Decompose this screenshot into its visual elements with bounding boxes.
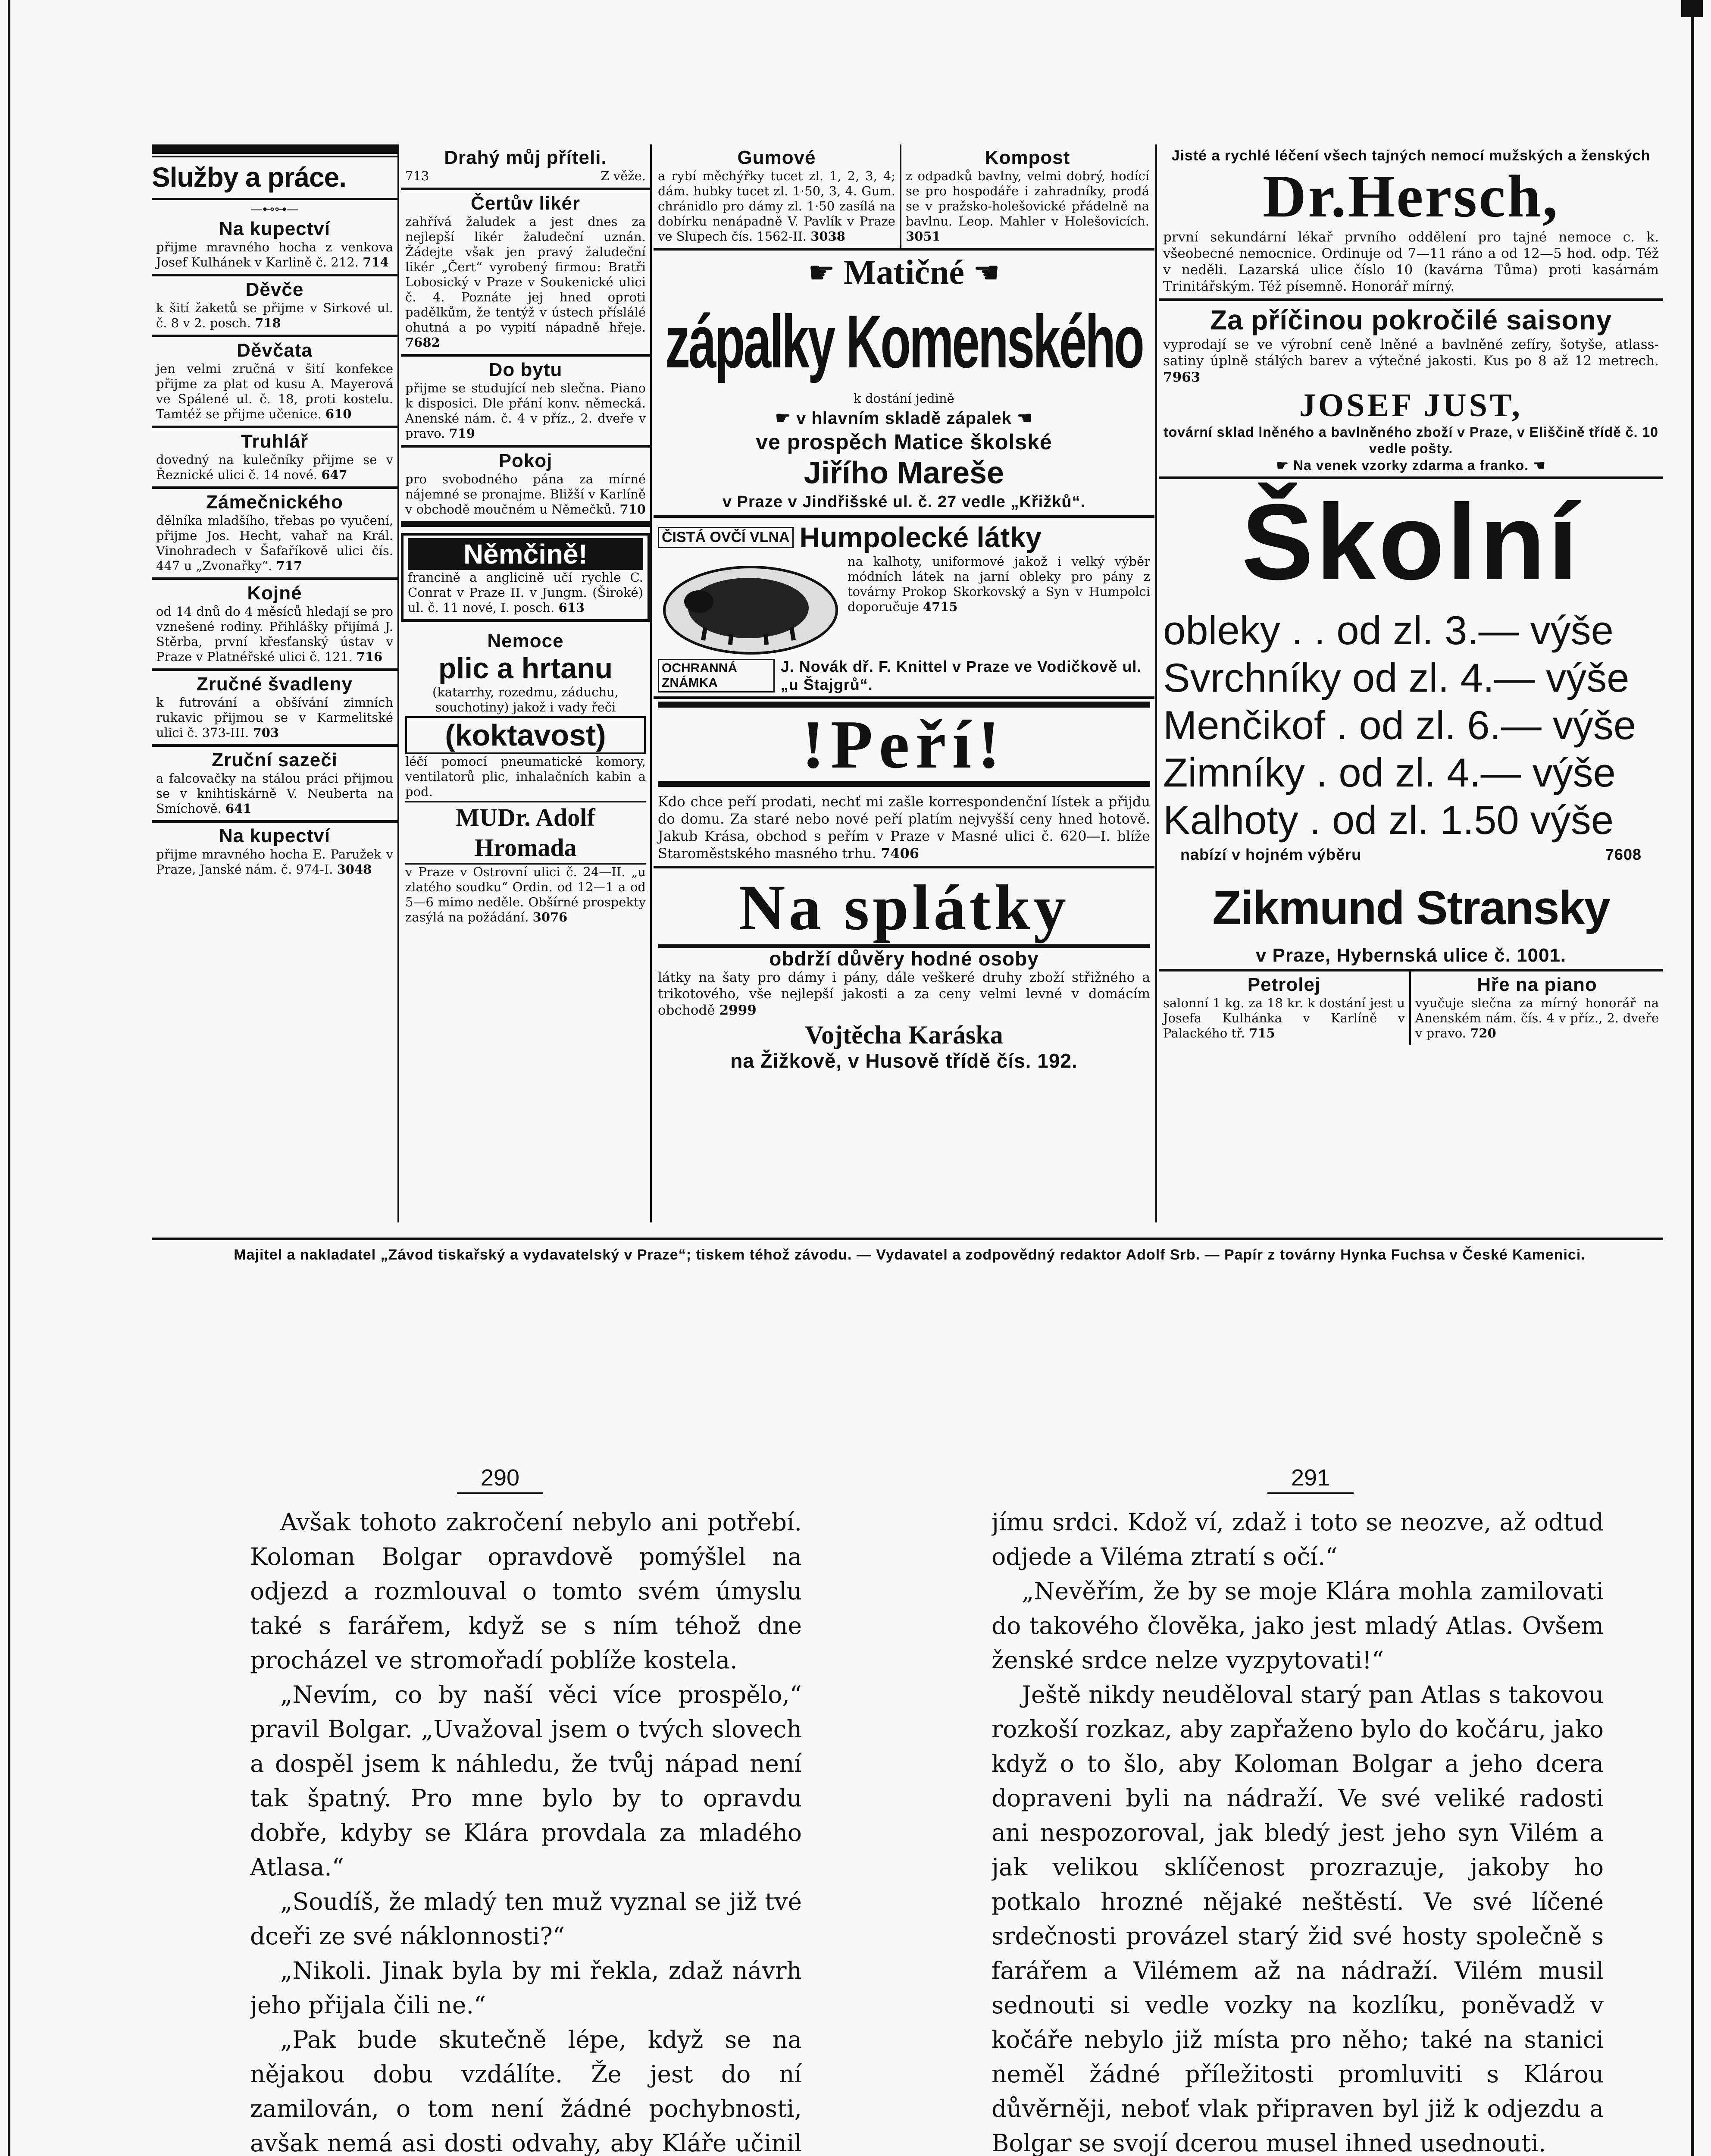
ad-number: 3038 xyxy=(810,229,845,244)
ad-body: pro svobodného pána za mírné nájemné se pronajme. Bližší v Karlíně v obchodě moučném u Němečků. xyxy=(405,472,646,517)
paragraph: „Nikoli. Jinak byla by mi řekla, zdaž návrh jeho přijala čili ne.“ xyxy=(250,1957,802,2019)
ad-number: 7406 xyxy=(880,845,919,862)
item-from: . . od xyxy=(1291,608,1382,653)
ad-heading-large: plic a hrtanu xyxy=(438,652,613,685)
title-rule xyxy=(152,198,397,200)
ad-text xyxy=(1163,996,1405,1041)
item-name: Menčikof xyxy=(1163,702,1326,748)
classified-ad xyxy=(401,144,650,190)
ad-number: 3076 xyxy=(532,910,568,924)
ad-subheading: obdrží důvěry hodné osoby xyxy=(769,947,1039,970)
classified-ad xyxy=(401,628,650,929)
ad-body: Kdo chce peří prodati, nechť mi zašle korrespondenční lístek a přijdu do domu. Za staré nebo nové peří platím nejvyšší ceny hned hotově. Jakub Krása, obchod s peřím v Praze v Masné ulici č. 620—I. blíže Staroměstského masného trhu. xyxy=(658,793,1150,862)
classified-ad xyxy=(901,144,1154,248)
ad-number: 7963 xyxy=(1163,370,1201,385)
classifieds-column-1 xyxy=(152,144,397,1222)
imprint: Majitel a nakladatel „Závod tiskařský a vydavatelský v Praze“; tiskem téhož závodu. — Vydavatel a zodpovědný redaktor Adolf Srb. — Papír z továrny Hynka Fuchsa v České Kamenici. xyxy=(234,1247,1586,1263)
classified-ad xyxy=(152,337,397,428)
price-row xyxy=(1163,607,1659,654)
ad-body: vyučuje slečna za mírný honorář na Anenském nám. čís. 4 v příz., 2. dveře v pravo. xyxy=(1415,996,1659,1040)
item-from: od xyxy=(1352,655,1398,700)
ad-number: 647 xyxy=(321,467,347,482)
wool-ad xyxy=(654,518,1154,699)
ad-body: zahřívá žaludek a jest dnes za nejlepší likér žaludeční uznán. Žádejte však jen pravý žaludeční likér „Čert“ vyrobený firmou: Bratři Lobosický v Praze v Soukenické ulici č. 4. Poznáte jej hned oproti padělkům, že tentýž v ústech příslálé ohutná a po vypití nápadně hřeje. xyxy=(405,214,646,335)
ad-body: z odpadků bavlny, velmi dobrý, hodící se pro hospodáře i zahradníky, prodá se v pražsko-holešovické přádelně na bavlnu. Leop. Mahler v Holešovicích. xyxy=(906,169,1149,229)
item-price: zl. 4.— výše xyxy=(1395,750,1616,795)
ad-text xyxy=(156,361,393,422)
classified-ad xyxy=(152,216,397,276)
price-row xyxy=(1163,654,1659,702)
ad-text xyxy=(658,169,895,244)
ad-heading: Petrolej xyxy=(1247,974,1321,995)
page-frame-top xyxy=(1681,0,1703,17)
ad-text xyxy=(156,301,393,331)
classified-ad xyxy=(152,276,397,337)
pointing-hand-row xyxy=(658,253,1150,292)
feathers-ad xyxy=(654,699,1154,868)
ad-text xyxy=(906,169,1149,244)
ad-heading-large: !Peří! xyxy=(658,702,1150,787)
page-frame-right xyxy=(1691,0,1694,2156)
ad-heading: Zručné švadleny xyxy=(196,674,353,695)
item-price: zl. 3.— výše xyxy=(1393,608,1614,653)
classified-ad xyxy=(401,448,650,527)
ad-heading-large: Školní xyxy=(1241,482,1581,602)
ad-number: 716 xyxy=(356,649,383,664)
ad-heading: Pokoj xyxy=(498,450,553,471)
ad-number: 2999 xyxy=(719,1003,757,1018)
ad-body: a falcovačky na stálou práci přijmou se v knihtiskárně V. Neuberta na Smíchově. xyxy=(156,771,393,816)
item-name: Svrchníky xyxy=(1163,655,1341,700)
ad-number: 3048 xyxy=(337,862,372,877)
ad-body: dělníka mladšího, třebas po vyučení, přijme Jos. Hecht, vahař na Král. Vinohradech v Šafaříkově ulici čís. 447 u „Zvonařky“. xyxy=(156,513,393,573)
ad-heading: Hře na piano xyxy=(1477,974,1597,995)
paragraph: „Nevím, co by naší věci více prospělo,“ pravil Bolgar. „Uvažoval jsem o tvých slovech a dospěl jsem k náhledu, že tvůj nápad není tak špatný. Pro mne bylo by to opravdu dobře, kdyby se Klára provdala za mladého Atlasa.“ xyxy=(250,1681,802,1881)
ad-text xyxy=(658,793,1150,862)
ad-heading-large: (koktavost) xyxy=(405,716,646,754)
ad-heading-large: MUDr. Adolf Hromada xyxy=(405,801,646,865)
ad-note xyxy=(1163,457,1659,474)
classifieds-column-2 xyxy=(401,144,650,1222)
ad-number: 610 xyxy=(325,407,352,421)
trademark-label: ČISTÁ OVČÍ VLNA xyxy=(658,527,794,548)
installments-ad xyxy=(654,868,1154,1074)
classified-ad xyxy=(152,580,397,671)
ad-number: 713 xyxy=(405,169,429,183)
classified-ad xyxy=(152,671,397,747)
ad-number: 3051 xyxy=(906,229,941,244)
ad-heading: Zruční sazeči xyxy=(212,749,338,771)
column-divider xyxy=(397,144,399,1222)
ad-text xyxy=(1163,336,1659,385)
ad-address: tovární sklad lněného a bavlněného zboží v Praze, v Eliščině třídě č. 10 vedle pošty. xyxy=(1164,424,1658,456)
wool-header xyxy=(658,520,1150,554)
ad-address: na Žižkově, v Husově třídě čís. 192. xyxy=(730,1050,1078,1072)
classified-ad xyxy=(401,357,650,448)
ad-number: 613 xyxy=(558,600,585,615)
ad-number: 641 xyxy=(225,801,252,816)
ad-body: k šití žaketů se přijme v Sirkové ul. č. 8 v 2. posch. xyxy=(156,301,393,330)
price-row xyxy=(1163,796,1659,844)
ad-heading: Kojné xyxy=(247,583,302,604)
pointing-hand-left-icon: ☚ xyxy=(973,255,1000,290)
ad-heading-large: JOSEF JUST, xyxy=(1299,387,1523,423)
price-row xyxy=(1163,749,1659,796)
ad-heading: Kompost xyxy=(985,147,1070,168)
ad-subheading xyxy=(658,407,1150,429)
page-frame-left xyxy=(8,0,10,2156)
ad-text xyxy=(156,513,393,573)
item-from: . od xyxy=(1316,750,1384,795)
ad-text xyxy=(156,771,393,816)
ad-body: jen velmi zručná v šití konfekce přijme za plat od kusu A. Mayerová ve Spálené ul. č. 18, proti kostelu. Tamtéž se přijme učenice. xyxy=(156,361,393,421)
story-page-291 xyxy=(992,1505,1604,2156)
ad-number: 715 xyxy=(1249,1026,1275,1040)
item-name: obleky xyxy=(1163,608,1280,653)
price-row xyxy=(1163,702,1659,749)
wool-body xyxy=(658,554,1150,658)
section-title: Služby a práce. xyxy=(152,162,346,193)
ad-number: 719 xyxy=(449,426,475,441)
ad-text xyxy=(405,472,646,517)
ad-subheading: Jisté a rychlé léčení všech tajných nemocí mužských a ženských xyxy=(1171,147,1651,164)
classifieds-column-3 xyxy=(654,144,1154,1222)
ad-body: látky na šaty pro dámy i pány, dále veškeré druhy zboží střižného a trikotového, vše nejlepší jakosti a za ceny velmi levné v domácím obchodě xyxy=(658,970,1150,1018)
ad-body: v Praze v Ostrovní ulici č. 24—II. „u zlatého soudku“ Ordin. od 12—1 a od 5—6 mimo neděle. Obšírné prospekty zasýlá na požádání. xyxy=(405,865,646,924)
small-ads-row xyxy=(1159,971,1663,1045)
ad-text xyxy=(658,969,1150,1018)
ad-text xyxy=(843,554,1150,656)
ad-subheading: ve prospěch Matice školské xyxy=(756,430,1052,454)
clothing-ad xyxy=(1159,479,1663,971)
classified-ad xyxy=(1159,971,1411,1045)
ad-text: (katarrhy, rozedmu, záduchu, souchotiny) jakož i vady řeči xyxy=(432,685,619,714)
ad-heading: Čertův likér xyxy=(470,193,581,214)
ad-subheading xyxy=(1163,844,1659,865)
page-number-right: 291 xyxy=(1267,1464,1354,1494)
ad-heading: Děvče xyxy=(245,279,304,300)
ad-text xyxy=(405,865,646,925)
small-ads-row xyxy=(654,144,1154,251)
ad-text: první sekundární lékař prvního oddělení pro tajné nemoce c. k. všeobecné nemocnice. Ordinuje od 7—11 ráno a od 12—5 hod. odp. Též v neděli. Lazarská ulice číslo 10 (kavárna Tůma) proti kasárnám Trinitářským. Též písemně. Honorář mírný. xyxy=(1163,229,1659,294)
ad-text xyxy=(405,214,646,350)
ad-address: J. Novák dř. F. Knittel v Praze ve Vodičkově ul. „u Štajgrů“. xyxy=(780,658,1142,693)
pointing-hand-left-icon: ☚ xyxy=(1011,409,1033,428)
ad-number: 710 xyxy=(619,502,646,517)
paragraph: „Nevěřím, že by se moje Klára mohla zamilovati do takového člověka, jako jest mladý Atlas. Ovšem ženské srdce nelze vyzpytovati!“ xyxy=(992,1577,1604,1674)
ad-body: přijme mravného hocha E. Paružek v Praze, Janské nám. č. 974-I. xyxy=(156,847,393,877)
column-divider xyxy=(650,144,652,1222)
ad-body: vyprodají se ve výrobní ceně lněné a bavlněné zefíry, šotyše, atlass-satiny úplně stálých barev a výtečné jakosti. Kus po 8 až 12 metrech. xyxy=(1163,337,1659,369)
ad-address: v Praze v Jindřišské ul. č. 27 vedle „Křižků“. xyxy=(722,493,1086,511)
classified-ad xyxy=(152,428,397,489)
doctor-ad xyxy=(1159,144,1663,301)
ad-body: k futrování a obšívání zimních rukavic přijmou se v Karmelitské ulici č. 373-III. xyxy=(156,695,393,740)
ad-heading: Matičné xyxy=(844,254,964,291)
ad-body: dovedný na kulečníky přijme se v Řeznické ulici č. 14 nové. xyxy=(156,452,393,482)
ad-number: 4715 xyxy=(923,599,958,614)
ad-text xyxy=(156,240,393,270)
ad-heading-large: Zikmund Stransky xyxy=(1212,881,1610,934)
ad-body: salonní 1 kg. za 18 kr. k dostání jest u Josefa Kulhánka v Karlíně v Palackého tř. xyxy=(1163,996,1405,1040)
trademark-label: OCHRANNÁ ZNÁMKA xyxy=(658,659,775,693)
ad-heading-large: Vojtěcha Karáska xyxy=(805,1021,1003,1049)
ad-number: 717 xyxy=(276,558,303,573)
ad-body: přijme se studující neb slečna. Piano k disposici. Dle přání konv. německá. Anenské nám. č. 4 v příz., 2. dveře v pravo. xyxy=(405,381,646,441)
item-price: zl. 1.50 výše xyxy=(1388,797,1614,843)
ad-note-text: Na venek vzorky zdarma a franko. xyxy=(1293,458,1529,473)
item-name: Kalhoty xyxy=(1163,797,1298,843)
ad-subheading-text: nabízí v hojném výběru xyxy=(1180,846,1362,863)
ad-heading-large: Dr.Hersch, xyxy=(1262,163,1560,230)
ad-text xyxy=(156,604,393,664)
ad-text xyxy=(408,570,643,615)
ad-body: na kalhoty, uniformové jakož i velký výběr módních látek na jarní obleky pro pány z továrny Prokop Skorkovský a Syn v Humpolci doporučuje xyxy=(848,554,1150,614)
ad-signature: Z věže. xyxy=(601,169,646,183)
classified-ad xyxy=(401,533,650,622)
ad-text xyxy=(405,169,646,184)
ad-heading-large: zápalky Komenského xyxy=(665,299,1143,384)
pointing-hand-right-icon: ☛ xyxy=(1276,458,1293,473)
ad-text: léčí pomocí pneumatické komory, ventilatorů plic, inhalačních kabin a pod. xyxy=(405,754,646,799)
item-from: . od xyxy=(1309,797,1377,843)
column-top-thin-rule xyxy=(152,156,397,157)
column-divider xyxy=(1155,144,1157,1222)
ad-heading: Zámečnického xyxy=(206,492,343,513)
pointing-hand-right-icon: ☛ xyxy=(775,409,797,428)
paragraph: „Soudíš, že mladý ten muž vyznal se již tvé dceři ze své náklonnosti?“ xyxy=(250,1888,802,1950)
sheep-trademark-image xyxy=(658,554,843,658)
paragraph: „Pak bude skutečně lépe, když se na nějakou dobu vzdálíte. Že jest do ní zamilován, o tom není žádné pochybnosti, avšak nemá asi dosti odvahy, aby Kláře učinil xyxy=(250,2026,802,2156)
ad-number: 7608 xyxy=(1605,846,1642,863)
textile-ad xyxy=(1159,301,1663,479)
matches-ad xyxy=(654,251,1154,518)
paragraph: Avšak tohoto zakročení nebylo ani potřebí. Koloman Bolgar opravdově pomýšlel na odjezd a rozmlouval o tomto svém úmyslu také s farářem, když se s ním téhož dne procházel ve stromořadí poblíže kostela. xyxy=(250,1508,802,1674)
ad-heading: Nemoce xyxy=(487,630,564,652)
classified-ad xyxy=(654,144,901,248)
item-price: zl. 6.— výše xyxy=(1415,702,1636,748)
ad-body: francině a anglicině učí rychle C. Conrat v Praze II. v Jungm. (Široké) ul. č. 11 nové, I. posch. xyxy=(408,570,643,615)
item-name: Zimníky xyxy=(1163,750,1305,795)
price-list xyxy=(1163,607,1659,844)
ad-heading: Gumové xyxy=(737,147,816,168)
paragraph: jímu srdci. Kdož ví, zdaž i toto se neozve, až odtud odjede a Viléma ztratí s očí.“ xyxy=(992,1508,1604,1570)
item-from: . od xyxy=(1336,702,1404,748)
ad-heading: Za příčinou pokročilé saisony xyxy=(1210,304,1612,335)
ad-body: od 14 dnů do 4 měsíců hledají se pro vznešené rodiny. Přihlášky přijímá J. Stěrba, první křesťanský ústav v Praze v Platnéřské ulici č. 121. xyxy=(156,604,393,664)
classified-ad xyxy=(152,489,397,580)
wool-footer xyxy=(658,658,1150,694)
ad-heading-large: Jiřího Mareše xyxy=(804,456,1004,490)
ad-body: a rybí měchýřky tucet zl. 1, 2, 3, 4; dám. hubky tucet zl. 1·50, 3, 4. Gum. chránidlo pro dámy zl. 1·50 zasílá na dobírku nenápadně V. Pavlík v Praze ve Slupech čís. 1562-II. xyxy=(658,169,895,244)
ad-number: 718 xyxy=(255,316,281,330)
ad-number: 703 xyxy=(253,725,279,740)
classified-ad xyxy=(1411,971,1663,1045)
story-page-290 xyxy=(250,1505,802,2156)
classifieds-column-4 xyxy=(1159,144,1663,1222)
page-number-left: 290 xyxy=(457,1464,543,1494)
ad-subheading-text: v hlavním skladě zápalek xyxy=(796,409,1012,428)
ad-heading: Na kupectví xyxy=(219,218,330,239)
ad-text: k dostání jedině xyxy=(854,391,954,406)
ad-text xyxy=(156,847,393,877)
ad-heading: Drahý můj příteli. xyxy=(444,147,607,168)
ad-text xyxy=(1415,996,1659,1041)
classified-ad xyxy=(152,823,397,881)
ad-heading: Němčině! xyxy=(408,538,643,570)
pointing-hand-left-icon: ☚ xyxy=(1529,458,1546,473)
ad-text xyxy=(156,695,393,740)
ad-heading-large: Na splátky xyxy=(658,871,1150,948)
pointing-hand-right-icon: ☛ xyxy=(808,255,835,290)
imprint-rule xyxy=(152,1238,1663,1240)
ornament: —⊷⊶— xyxy=(250,202,299,216)
ad-number: 714 xyxy=(363,255,389,270)
ad-address: v Praze, Hybernská ulice č. 1001. xyxy=(1255,945,1567,966)
classified-ad xyxy=(152,747,397,823)
item-price: zl. 4.— výše xyxy=(1408,655,1630,700)
ad-number: 7682 xyxy=(405,335,440,350)
paragraph: Ještě nikdy neuděloval starý pan Atlas s takovou rozkoší rozkaz, aby zapřaženo bylo do kočáru, jako když o to šlo, aby Koloman Bolgar a jeho dcera dopraveni byli na nádraží. Ve své veliké radosti ani nespozoroval, jak bledý jest jeho syn Vilém a jak velikou sklíčenost prozrazuje, jakoby ho potkalo hrozné nějaké neštěstí. Ve své líčené srdečnosti provázel starý žid své hosty společně s farářem a Vilémem až na nádraží. Vilém musil sednouti si vedle vozky na kozlíku, poněvadž v kočáře nebylo již místa pro něho; také na stanici neměl žádné příležitosti promluviti s Klárou důvěrněji, neboť vlak připraven byl již k odjezdu a Bolgar se svojí dcerou musel ihned usednouti. xyxy=(992,1681,1604,2156)
ad-heading: Na kupectví xyxy=(219,825,330,846)
ad-heading: Do bytu xyxy=(488,359,563,380)
ad-text xyxy=(156,452,393,483)
ad-text xyxy=(405,381,646,441)
column-top-rule xyxy=(152,144,397,154)
ad-body: přijme mravného hocha z venkova Josef Kulhánek v Karlině č. 212. xyxy=(156,240,393,270)
ad-heading: Truhlář xyxy=(241,431,309,452)
classified-ad xyxy=(401,190,650,357)
ad-heading: Humpolecké látky xyxy=(799,521,1042,553)
ad-heading: Děvčata xyxy=(237,340,313,361)
ad-number: 720 xyxy=(1470,1026,1496,1040)
